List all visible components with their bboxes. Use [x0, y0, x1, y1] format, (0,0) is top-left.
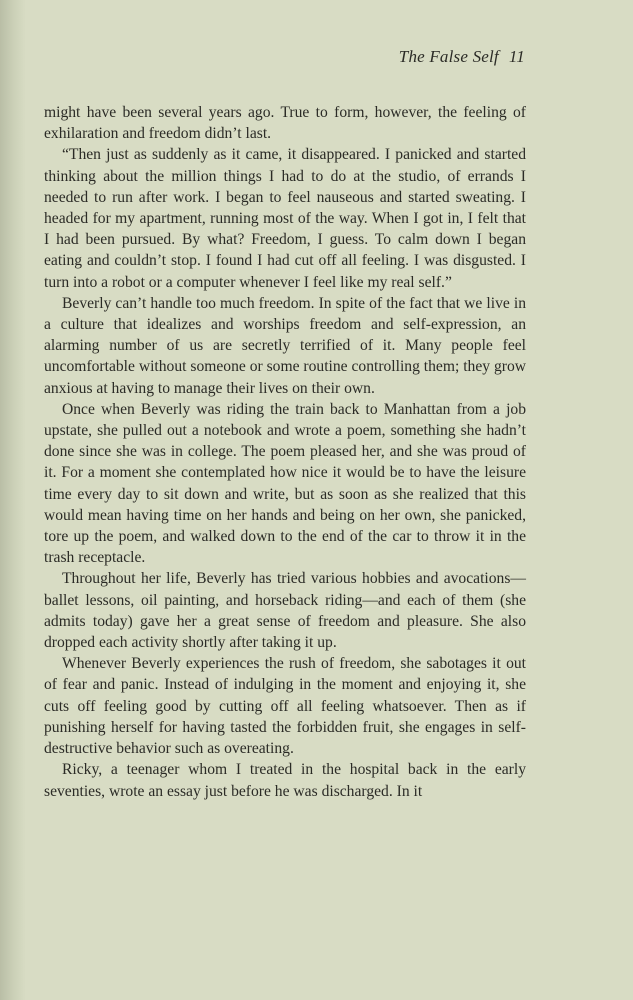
page-number: 11 — [508, 47, 525, 66]
running-title: The False Self — [398, 47, 499, 66]
body-text — [44, 102, 526, 802]
paragraph-6: Whenever Beverly experiences the rush of freedom, she sabotages it out of fear and panic. Instead of indulging in the moment and enjoying it, she cuts off feeling good by cutting off all feeling whatsoever. Then as if punishing herself for having tasted the forbidden fruit, she engages in self-destructive behavior such as overeating. — [44, 655, 526, 758]
paragraph-1: might have been several years ago. True to form, however, the feeling of exhilaration and freedom didn’t last. — [44, 104, 526, 143]
paragraph-7: Ricky, a teenager whom I treated in the hospital back in the early seventies, wrote an essay just before he was discharged. In it — [44, 761, 526, 800]
paragraph-3: Beverly can’t handle too much freedom. In spite of the fact that we live in a culture that idealizes and worships freedom and self-expression, an alarming number of us are secretly terrified of it. Many people feel uncomfortable without someone or some routine controlling them; they grow anxious at having to manage their lives on their own. — [44, 294, 527, 397]
paragraph-5: Throughout her life, Beverly has tried various hobbies and avocations—ballet lessons, oil painting, and horseback riding—and each of them (she admits today) gave her a great sense of freedom and pleasure. She also dropped each activity shortly after taking it up. — [44, 570, 526, 652]
page-gutter-shadow — [0, 0, 26, 1000]
paragraph-2: “Then just as suddenly as it came, it disappeared. I panicked and started thinking about the million things I had to do at the studio, of errands I needed to run after work. I began to feel nauseous and started sweating. I headed for my apartment, running most of the way. When I got in, I felt that I had been pursued. By what? Freedom, I guess. To calm down I began eating and couldn’t stop. I found I had cut off all feeling. I was disgusted. I turn into a robot or a computer whenever I feel like my real self.” — [44, 146, 526, 291]
paragraph-4: Once when Beverly was riding the train back to Manhattan from a job upstate, she pulled out a notebook and wrote a poem, something she hadn’t done since she was in college. The poem pleased her, and she was proud of it. For a moment she contemplated how nice it would be to have the leisure time every day to sit down and write, but as soon as she realized that this would mean having time on her hands and being on her own, she panicked, tore up the poem, and walked down to the end of the car to throw it in the trash receptacle. — [44, 400, 526, 567]
running-header — [399, 47, 525, 67]
